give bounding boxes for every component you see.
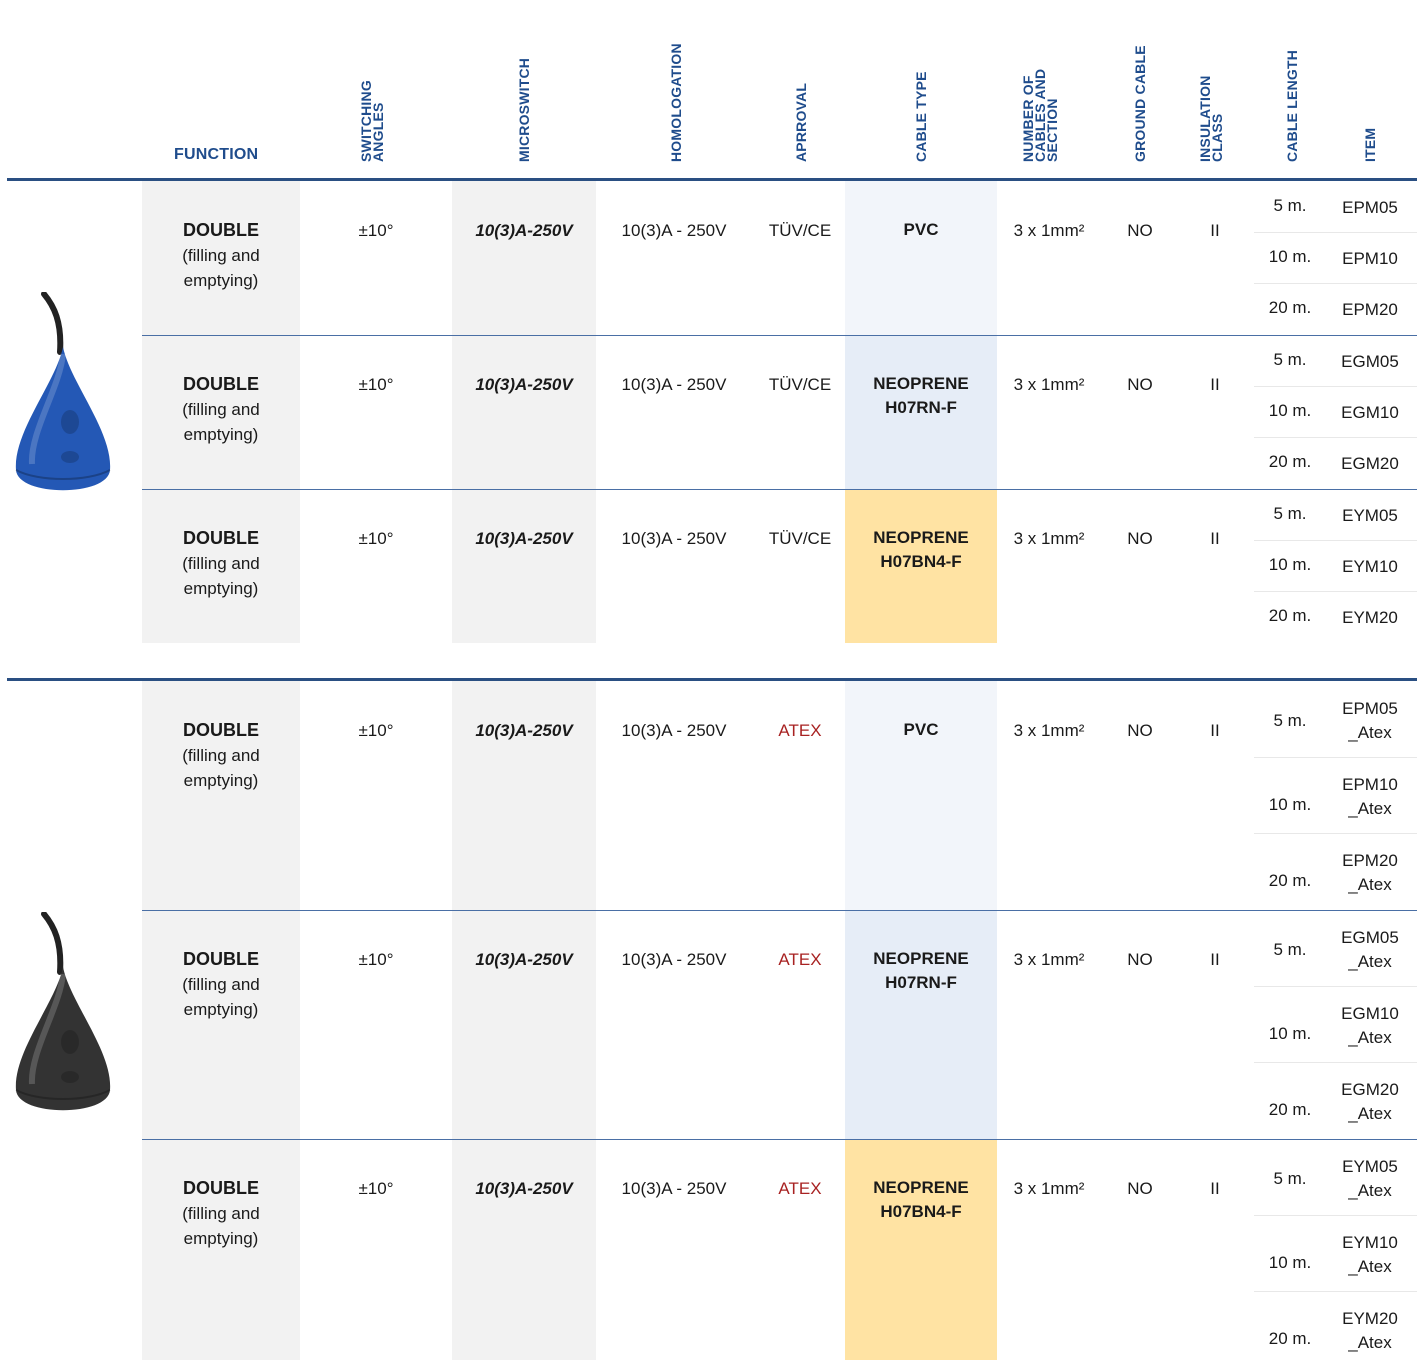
- variant-separator: [1254, 232, 1417, 233]
- ground-cable-value: NO: [1127, 529, 1153, 548]
- homologation-rating: 10(3)A - 250V: [621, 721, 727, 740]
- microswitch-rating: 10(3)A-250V: [475, 221, 573, 240]
- approval-value: ATEX: [778, 1179, 822, 1198]
- cable-length-value: 20 m.: [1268, 1329, 1312, 1348]
- insulation-class-value: II: [1210, 950, 1220, 969]
- function-cell: [142, 372, 300, 447]
- header-microswitch: MICROSWITCH: [516, 57, 532, 162]
- function-title: DOUBLE: [183, 220, 259, 240]
- cables-section: 3 x 1mm²: [1013, 950, 1085, 969]
- cable-type-line1: NEOPRENE: [873, 528, 969, 547]
- cable-length-value: 10 m.: [1268, 795, 1312, 814]
- cable-length-value: 5 m.: [1273, 350, 1307, 369]
- cable-type-value: [845, 1176, 997, 1224]
- cable-type-value: [845, 218, 997, 242]
- variant-separator: [1254, 1291, 1417, 1292]
- cable-type-line2: H07RN-F: [885, 398, 957, 417]
- function-subtitle: (filling and emptying): [182, 1204, 260, 1248]
- variant-separator: [1254, 757, 1417, 758]
- homologation-rating: 10(3)A - 250V: [621, 1179, 727, 1198]
- microswitch-rating: 10(3)A-250V: [475, 721, 573, 740]
- cable-type-value: [845, 526, 997, 574]
- item-code: EGM20 _Atex: [1341, 1080, 1399, 1123]
- ground-cable-value: NO: [1127, 1179, 1153, 1198]
- microswitch-rating: 10(3)A-250V: [475, 529, 573, 548]
- cable-length-value: 10 m.: [1268, 555, 1312, 574]
- item-code: EGM20: [1341, 454, 1399, 473]
- item-code: EPM05: [1342, 198, 1398, 217]
- approval-value: ATEX: [778, 721, 822, 740]
- cable-length-value: 20 m.: [1268, 871, 1312, 890]
- variant-separator: [1254, 437, 1417, 438]
- cable-length-value: 20 m.: [1268, 298, 1312, 317]
- cable-type-cell-shade: [845, 181, 997, 335]
- cable-type-value: [845, 947, 997, 995]
- cable-length-value: 20 m.: [1268, 1100, 1312, 1119]
- variant-separator: [1254, 833, 1417, 834]
- switching-angle: ±10°: [358, 529, 394, 548]
- item-code: EGM10: [1341, 403, 1399, 422]
- cable-type-cell-shade: [845, 910, 997, 1139]
- variant-separator: [1254, 1062, 1417, 1063]
- cable-length-value: 5 m.: [1273, 940, 1307, 959]
- switching-angle: ±10°: [358, 221, 394, 240]
- approval-value: ATEX: [778, 950, 822, 969]
- variant-separator: [1254, 1215, 1417, 1216]
- function-subtitle: (filling and emptying): [182, 554, 260, 598]
- insulation-class-value: II: [1210, 529, 1220, 548]
- cable-length-value: 20 m.: [1268, 452, 1312, 471]
- header-insulation-class: INSULATION CLASS: [1197, 75, 1225, 162]
- function-cell: [142, 526, 300, 601]
- cable-length-value: 10 m.: [1268, 1024, 1312, 1043]
- header-switching-angles: SWITCHING ANGLES: [358, 80, 386, 162]
- variant-separator: [1254, 386, 1417, 387]
- header-function: FUNCTION: [174, 146, 259, 163]
- item-code: EYM05: [1342, 506, 1398, 525]
- row-separator: [142, 489, 1417, 490]
- function-cell: [142, 947, 300, 1022]
- insulation-class-value: II: [1210, 221, 1220, 240]
- homologation-rating: 10(3)A - 250V: [621, 529, 727, 548]
- insulation-class-value: II: [1210, 1179, 1220, 1198]
- function-title: DOUBLE: [183, 949, 259, 969]
- cable-type-line1: NEOPRENE: [873, 949, 969, 968]
- cable-type-value: [845, 718, 997, 742]
- cable-length-value: 20 m.: [1268, 606, 1312, 625]
- ground-cable-value: NO: [1127, 375, 1153, 394]
- cables-section: 3 x 1mm²: [1013, 375, 1085, 394]
- cable-type-line1: NEOPRENE: [873, 374, 969, 393]
- homologation-rating: 10(3)A - 250V: [621, 950, 727, 969]
- cable-type-line1: PVC: [903, 220, 939, 239]
- variant-separator: [1254, 591, 1417, 592]
- cable-type-value: [845, 372, 997, 420]
- cable-length-value: 10 m.: [1268, 401, 1312, 420]
- item-code: EPM10 _Atex: [1342, 775, 1398, 818]
- function-subtitle: (filling and emptying): [182, 975, 260, 1019]
- cable-type-line2: H07BN4-F: [880, 1202, 962, 1221]
- row-separator: [142, 1139, 1417, 1140]
- item-code: EYM10: [1342, 557, 1398, 576]
- row-separator: [142, 910, 1417, 911]
- microswitch-rating: 10(3)A-250V: [475, 1179, 573, 1198]
- variant-separator: [1254, 986, 1417, 987]
- cable-length-value: 5 m.: [1273, 1169, 1307, 1188]
- insulation-class-value: II: [1210, 375, 1220, 394]
- homologation-rating: 10(3)A - 250V: [621, 375, 727, 394]
- header-ground-cable: GROUND CABLE: [1132, 45, 1148, 162]
- header-number-of-cables: NUMBER OF CABLES AND SECTION: [1020, 68, 1060, 162]
- function-cell: [142, 1176, 300, 1251]
- cable-type-line1: NEOPRENE: [873, 1178, 969, 1197]
- switching-angle: ±10°: [358, 721, 394, 740]
- approval-value: TÜV/CE: [768, 375, 832, 394]
- cables-section: 3 x 1mm²: [1013, 221, 1085, 240]
- approval-value: TÜV/CE: [768, 221, 832, 240]
- header-approval: APRROVAL: [793, 82, 809, 162]
- function-cell: [142, 218, 300, 293]
- microswitch-rating: 10(3)A-250V: [475, 950, 573, 969]
- cables-section: 3 x 1mm²: [1013, 721, 1085, 740]
- cable-type-line2: H07RN-F: [885, 973, 957, 992]
- microswitch-rating: 10(3)A-250V: [475, 375, 573, 394]
- cable-type-cell-shade: [845, 681, 997, 910]
- blue-float-switch-icon: [8, 292, 118, 512]
- cables-section: 3 x 1mm²: [1013, 529, 1085, 548]
- function-title: DOUBLE: [183, 374, 259, 394]
- cable-length-value: 10 m.: [1268, 1253, 1312, 1272]
- cable-length-value: 5 m.: [1273, 196, 1307, 215]
- item-code: EPM20 _Atex: [1342, 851, 1398, 894]
- item-code: EGM05 _Atex: [1341, 928, 1399, 971]
- variant-separator: [1254, 283, 1417, 284]
- ground-cable-value: NO: [1127, 721, 1153, 740]
- function-subtitle: (filling and emptying): [182, 246, 260, 290]
- switching-angle: ±10°: [358, 1179, 394, 1198]
- header-cable-length: CABLE LENGTH: [1284, 49, 1300, 162]
- function-title: DOUBLE: [183, 720, 259, 740]
- cable-type-line2: H07BN4-F: [880, 552, 962, 571]
- item-code: EGM05: [1341, 352, 1399, 371]
- function-title: DOUBLE: [183, 528, 259, 548]
- microswitch-column-shade: [452, 681, 596, 1360]
- function-cell: [142, 718, 300, 793]
- item-code: EPM05 _Atex: [1342, 699, 1398, 742]
- item-code: EPM10: [1342, 249, 1398, 268]
- function-title: DOUBLE: [183, 1178, 259, 1198]
- function-subtitle: (filling and emptying): [182, 400, 260, 444]
- item-code: EPM20: [1342, 300, 1398, 319]
- cable-type-line1: PVC: [903, 720, 939, 739]
- item-code: EYM10 _Atex: [1342, 1233, 1398, 1276]
- header-cable-type: CABLE TYPE: [913, 71, 929, 162]
- function-subtitle: (filling and emptying): [182, 746, 260, 790]
- cable-length-value: 5 m.: [1273, 711, 1307, 730]
- cables-section: 3 x 1mm²: [1013, 1179, 1085, 1198]
- variant-separator: [1254, 540, 1417, 541]
- cable-length-value: 10 m.: [1268, 247, 1312, 266]
- switching-angle: ±10°: [358, 950, 394, 969]
- item-code: EYM20 _Atex: [1342, 1309, 1398, 1352]
- homologation-rating: 10(3)A - 250V: [621, 221, 727, 240]
- microswitch-column-shade: [452, 181, 596, 643]
- cable-type-cell-shade: [845, 1139, 997, 1360]
- black-float-switch-icon: [8, 912, 118, 1132]
- header-homologation: HOMOLOGATION: [668, 43, 684, 162]
- cable-length-value: 5 m.: [1273, 504, 1307, 523]
- switching-angle: ±10°: [358, 375, 394, 394]
- header-item: ITEM: [1362, 127, 1378, 162]
- ground-cable-value: NO: [1127, 221, 1153, 240]
- insulation-class-value: II: [1210, 721, 1220, 740]
- approval-value: TÜV/CE: [768, 529, 832, 548]
- ground-cable-value: NO: [1127, 950, 1153, 969]
- item-code: EYM05 _Atex: [1342, 1157, 1398, 1200]
- item-code: EGM10 _Atex: [1341, 1004, 1399, 1047]
- item-code: EYM20: [1342, 608, 1398, 627]
- row-separator: [142, 335, 1417, 336]
